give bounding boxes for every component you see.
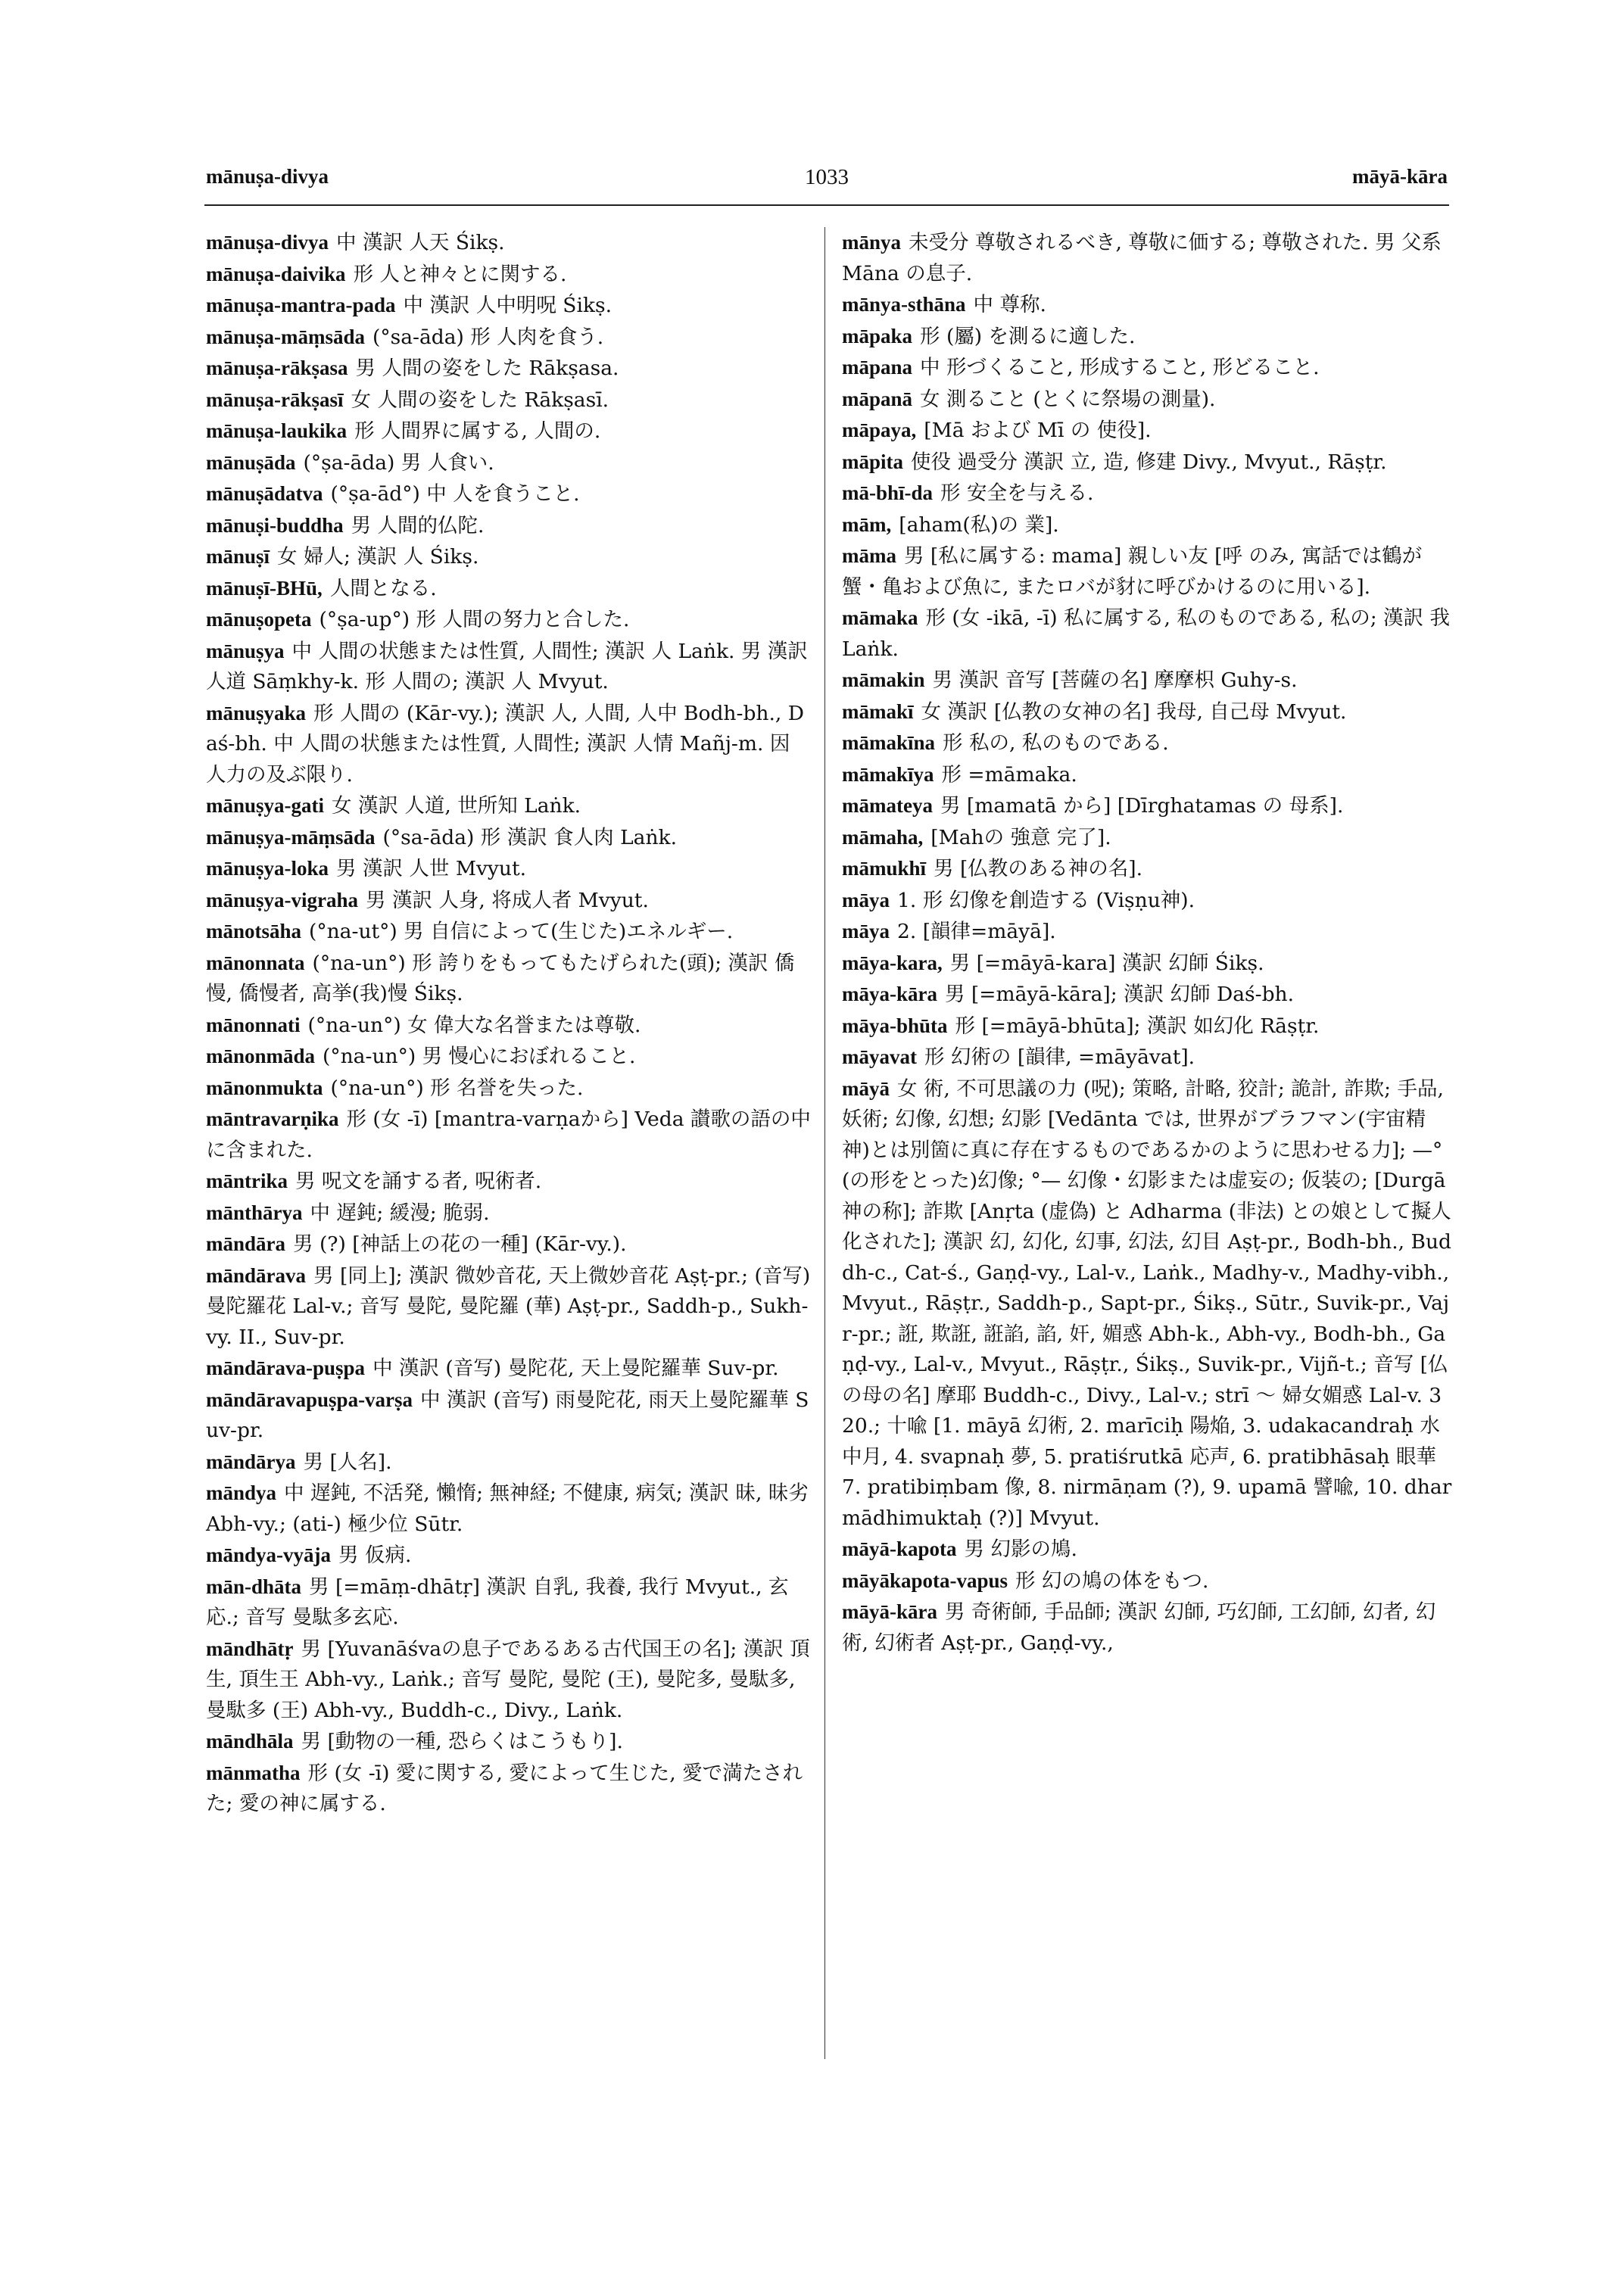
definition: 男 幻影の鳩. (964, 1537, 1077, 1561)
dictionary-entry (842, 790, 1452, 822)
definition: 形 (女 -ī) 愛に関する, 愛によって生じた, 愛で満たされた; 愛の神に属する. (206, 1761, 803, 1815)
headword: māpana (842, 356, 913, 379)
dictionary-entry (206, 604, 812, 636)
definition: 形 人間界に属する, 人間の. (354, 419, 601, 443)
dictionary-entry (842, 447, 1452, 478)
definition: 形 安全を与える. (940, 481, 1094, 505)
definition: (°ṣa-āda) 男 人食い. (303, 450, 494, 475)
headword: māndya (206, 1481, 277, 1504)
headword: māya-bhūta (842, 1014, 948, 1037)
definition: 男 [人名]. (303, 1450, 392, 1474)
dictionary-entry (206, 1634, 812, 1727)
definition: (°sa-āda) 形 漢訳 食人肉 Laṅk. (382, 825, 678, 849)
headword: mān-dhāta (206, 1575, 302, 1598)
dictionary-entry (206, 1572, 812, 1634)
headword: mānuṣī-BHū, (206, 576, 323, 600)
dictionary-entry (842, 603, 1452, 665)
definition: 使役 過受分 漢訳 立, 造, 修建 Divy., Mvyut., Rāṣṭr. (911, 450, 1387, 474)
definition: 男 漢訳 音写 [菩薩の名] 摩摩枳 Guhy-s. (932, 668, 1298, 692)
headword: māndārava (206, 1263, 307, 1287)
headword: mānuṣopeta (206, 608, 312, 631)
dictionary-entry (842, 415, 1452, 447)
definition: 中 尊称. (973, 293, 1046, 316)
definition: 中 漢訳 人天 Śikṣ. (336, 231, 505, 254)
headword: mānuṣya-māṃsāda (206, 825, 376, 849)
headword: māmaha, (842, 825, 924, 849)
headword: māyavat (842, 1045, 917, 1068)
headword: māmakīya (842, 762, 934, 786)
headword: māntrika (206, 1170, 288, 1192)
definition: 男 [mamatā から] [Dīrghatamas の 母系]. (940, 794, 1344, 818)
definition: 男 [私に属する: mama] 親しい友 [呼 のみ, 寓話では鶴が蟹・亀および魚に, またロバが豺に呼びかけるのに用いる]. (842, 544, 1423, 599)
dictionary-entry (206, 353, 812, 385)
dictionary-entry (842, 1011, 1452, 1042)
headword: mā-bhī-da (842, 481, 934, 504)
dictionary-entry (206, 1353, 812, 1385)
definition: 女 人間の姿をした Rākṣasī. (351, 388, 609, 412)
dictionary-entry (206, 885, 812, 917)
dictionary-entry (206, 1041, 812, 1073)
dictionary-entry (842, 1073, 1452, 1534)
page-number: 1033 (805, 165, 849, 189)
definition: 中 形づくること, 形成すること, 形どること. (920, 356, 1320, 379)
definition: 形 (女 -ikā, -ī) 私に属する, 私のものである, 私の; 漢訳 我 Laṅk. (842, 606, 1450, 661)
headword: māmakin (842, 668, 925, 691)
headword: māndārava-puṣpa (206, 1357, 366, 1379)
definition: [aham(私)の 業]. (899, 512, 1059, 537)
definition: 中 漢訳 (音写) 雨曼陀花, 雨天上曼陀羅華 Suv-pr. (206, 1388, 809, 1442)
dictionary-entry (206, 447, 812, 479)
definition: 男 漢訳 人世 Mvyut. (336, 857, 527, 880)
headword: mānuṣa-daivika (206, 262, 346, 285)
definition: (°sa-āda) 形 人肉を食う. (372, 325, 604, 349)
dictionary-entry (206, 1478, 812, 1540)
headword: māyā-kapota (842, 1537, 957, 1560)
headword: mānya-sthāna (842, 293, 966, 316)
dictionary-entry (206, 541, 812, 573)
dictionary-entry (206, 510, 812, 542)
headword: māndhāla (206, 1730, 294, 1752)
dictionary-entry (206, 1758, 812, 1820)
definition: 形 人間の (Kār-vy.); 漢訳 人, 人間, 人中 Bodh-bh., Daś-bh. 中 人間の状態または性質, 人間性; 漢訳 人情 Mañj-m. 因 人力の及ぶ限り. (206, 701, 804, 787)
headword: māyā (842, 1076, 890, 1100)
dictionary-entry (206, 916, 812, 948)
definition: (°na-un°) 形 誇りをもってもたげられた(頭); 漢訳 僑慢, 僑慢者, 高挙(我)慢 Śikṣ. (206, 951, 795, 1005)
definition: (°ṣa-ād°) 中 人を食うこと. (330, 482, 580, 506)
headword: māpaka (842, 324, 913, 347)
headword: māndya-vyāja (206, 1544, 332, 1566)
definition: 男 [=māyā-kara] 漢訳 幻師 Śikṣ. (949, 951, 1264, 975)
headword: māya (842, 888, 890, 911)
headword: māya-kāra (842, 983, 937, 1005)
dictionary-entry (206, 290, 812, 322)
headword: māmakī (842, 699, 914, 723)
headword: māmukhī (842, 857, 927, 880)
definition: 男 [動物の一種, 恐らくはこうもり]. (301, 1730, 623, 1753)
definition: 男 [Yuvanāśvaの息子であるある古代国王の名]; 漢訳 頂生, 頂生王 Abh-vy., Laṅk.; 音写 曼陀, 曼陀 (王), 曼陀多, 曼駄多, 曼駄多 (王) Abh-vy., Buddh-c., Divy., Laṅk. (206, 1637, 810, 1722)
headword: mānonnata (206, 951, 305, 974)
definition: 形 (屬) を測るに適した. (920, 324, 1136, 348)
headword: mānuṣādatva (206, 482, 323, 505)
dictionary-entry (842, 1534, 1452, 1566)
dictionary-entry (206, 822, 812, 854)
definition: 男 [同上]; 漢訳 微妙音花, 天上微妙音花 Aṣṭ-pr.; (音写) 曼陀羅花 Lal-v.; 音写 曼陀, 曼陀羅 (華) Aṣṭ-pr., Saddh-p., Sukh-vy. II., Suv-pr. (206, 1263, 811, 1349)
dictionary-entry (206, 853, 812, 885)
dictionary-entry (842, 759, 1452, 791)
definition: 男 呪文を誦する者, 呪術者. (295, 1170, 542, 1193)
dictionary-entry (842, 1042, 1452, 1073)
dictionary-entry (206, 1260, 812, 1354)
definition: 中 漢訳 人中明呪 Śikṣ. (403, 294, 613, 317)
left-column (206, 227, 812, 1820)
headword: mānuṣāda (206, 450, 296, 474)
definition: 形 幻術の [韻律, =māyāvat]. (924, 1045, 1195, 1069)
definition: 形 [=māyā-bhūta]; 漢訳 如幻化 Rāṣṭr. (955, 1014, 1320, 1038)
definition: 女 測ること (とくに祭場の測量). (920, 387, 1216, 411)
headword: māndāra (206, 1232, 286, 1255)
definition: 男 [=māyā-kāra]; 漢訳 幻師 Daś-bh. (944, 983, 1295, 1006)
headword: mānuṣi-buddha (206, 513, 344, 537)
headword: mām, (842, 512, 892, 536)
dictionary-entry (206, 1166, 812, 1198)
dictionary-entry (842, 321, 1452, 353)
headword: mānotsāha (206, 920, 302, 942)
definition: 2. [韻律=māyā]. (897, 920, 1056, 943)
headword: mānonmukta (206, 1076, 323, 1099)
definition: (°ṣa-up°) 形 人間の努力と合した. (319, 608, 630, 631)
headword: māndārya (206, 1450, 296, 1473)
definition: 形 幻の鳩の体をもつ. (1015, 1569, 1209, 1593)
dictionary-entry (206, 1385, 812, 1447)
headword: mānya (842, 231, 902, 254)
dictionary-entry (842, 948, 1452, 980)
definition: 中 遅鈍, 不活発, 懶惰; 無神経; 不健康, 病気; 漢訳 昧, 昧劣 Abh-vy.; (ati-) 極少位 Sūtr. (206, 1481, 809, 1536)
headword: māmaka (842, 606, 918, 629)
dictionary-entry (842, 352, 1452, 384)
dictionary-entry (206, 1229, 812, 1260)
definition: 未受分 尊敬されるべき, 尊敬に価する; 尊敬された. 男 父系 Māna の息子. (842, 231, 1442, 285)
dictionary-entry (842, 541, 1452, 603)
headword: mānonmāda (206, 1045, 316, 1067)
headword: māyā-kāra (842, 1600, 937, 1623)
definition: 1. 形 幻像を創造する (Viṣṇu神). (897, 888, 1195, 912)
headword: māmateya (842, 794, 933, 817)
headword: mānuṣa-laukika (206, 419, 348, 442)
definition: 男 仮病. (338, 1544, 412, 1567)
dictionary-entry (842, 853, 1452, 885)
running-head-right: māyā-kāra (1352, 165, 1448, 188)
dictionary-entry (206, 790, 812, 822)
header-rule (204, 204, 1449, 206)
headword: mānuṣya-gati (206, 794, 325, 817)
headword: mānuṣa-māṃsāda (206, 325, 366, 348)
dictionary-entry (842, 509, 1452, 541)
headword: māpaya, (842, 419, 917, 441)
definition: (°na-un°) 男 慢心におぼれること. (323, 1045, 636, 1068)
definition: 男 [=māṃ-dhātṛ] 漢訳 自乳, 我養, 我行 Mvyut., 玄応.; 音写 曼駄多玄応. (206, 1575, 789, 1629)
headword: mānthārya (206, 1201, 303, 1224)
definition: 男 [仏教のある神の名]. (934, 857, 1143, 880)
dictionary-entry (206, 478, 812, 510)
dictionary-entry (842, 665, 1452, 696)
headword: mānuṣa-divya (206, 231, 329, 254)
dictionary-entry (842, 822, 1452, 854)
definition: 男 人間の姿をした Rākṣasa. (355, 357, 619, 380)
dictionary-entry (206, 1010, 812, 1042)
definition: 人間となる. (329, 576, 437, 600)
running-head-left: mānuṣa-divya (206, 165, 329, 188)
definition: 男 人間的仏陀. (351, 513, 485, 537)
headword: mānuṣya-loka (206, 857, 329, 880)
definition: [Mā および Mī の 使役]. (924, 419, 1152, 442)
headword: mānmatha (206, 1761, 301, 1784)
dictionary-entry (206, 1726, 812, 1758)
dictionary-entry (842, 1566, 1452, 1597)
definition: 形 私の, 私のものである. (943, 731, 1169, 755)
headword: mānuṣa-rākṣasī (206, 388, 344, 411)
right-column (842, 227, 1452, 1659)
page-header (206, 165, 1448, 203)
headword: māntravarṇika (206, 1108, 339, 1130)
dictionary-entry (842, 979, 1452, 1011)
definition: 形 人と神々とに関する. (353, 262, 567, 286)
dictionary-entry (842, 384, 1452, 416)
dictionary-entry (206, 1198, 812, 1229)
dictionary-entry (206, 1073, 812, 1104)
dictionary-entry (206, 1540, 812, 1572)
definition: 中 人間の状態または性質, 人間性; 漢訳 人 Laṅk. 男 漢訳 人道 Sāṃkhy-k. 形 人間の; 漢訳 人 Mvyut. (206, 639, 808, 693)
headword: mānuṣa-rākṣasa (206, 357, 348, 379)
headword: māya (842, 920, 890, 942)
headword: māma (842, 544, 896, 567)
dictionary-entry (842, 916, 1452, 948)
headword: mānonnati (206, 1013, 301, 1036)
headword: māpita (842, 450, 903, 473)
definition: 男 漢訳 人身, 将成人者 Mvyut. (366, 888, 649, 912)
dictionary-entry (206, 385, 812, 416)
dictionary-entry (206, 322, 812, 354)
definition: 男 (?) [神話上の花の一種] (Kār-vy.). (293, 1232, 627, 1256)
dictionary-entry (206, 1104, 812, 1166)
dictionary-entry (206, 259, 812, 291)
headword: māndhātṛ (206, 1637, 294, 1660)
dictionary-entry (842, 885, 1452, 917)
headword: mānuṣyaka (206, 701, 307, 724)
definition: 女 婦人; 漢訳 人 Śikṣ. (277, 545, 479, 569)
dictionary-entry (842, 289, 1452, 321)
definition: 形 (女 -ī) [mantra-varṇaから] Veda 讃歌の語の中に含まれた. (206, 1108, 811, 1162)
dictionary-entry (206, 698, 812, 791)
dictionary-entry (206, 636, 812, 698)
headword: māya-kara, (842, 951, 943, 974)
dictionary-entry (206, 1447, 812, 1478)
headword: mānuṣya (206, 639, 285, 662)
dictionary-entry (842, 478, 1452, 509)
headword: māmakīna (842, 731, 936, 754)
dictionary-entry (206, 573, 812, 605)
headword: mānuṣya-vigraha (206, 888, 359, 911)
definition: (°na-ut°) 男 自信によって(生じた)エネルギー. (309, 920, 734, 943)
dictionary-entry (206, 948, 812, 1010)
dictionary-entry (842, 727, 1452, 759)
definition: 中 遅鈍; 緩漫; 脆弱. (310, 1201, 490, 1225)
dictionary-entry (206, 227, 812, 259)
definition: 女 漢訳 人道, 世所知 Laṅk. (332, 794, 581, 818)
headword: māyākapota-vapus (842, 1569, 1008, 1592)
definition: 中 漢訳 (音写) 曼陀花, 天上曼陀羅華 Suv-pr. (372, 1357, 779, 1380)
headword: māndāravapuṣpa-varṣa (206, 1388, 413, 1411)
definition: (°na-un°) 形 名誉を失った. (330, 1076, 584, 1100)
definition: [Mahの 強意 完了]. (930, 825, 1111, 849)
column-divider (824, 227, 825, 2059)
dictionary-entry (206, 416, 812, 447)
dictionary-entry (842, 696, 1452, 728)
definition: (°na-un°) 女 偉大な名誉または尊敬. (307, 1013, 641, 1037)
definition: 男 奇術師, 手品師; 漢訳 幻師, 巧幻師, 工幻師, 幻者, 幻術, 幻術者 Aṣṭ-pr., Gaṇḍ-vy., (842, 1600, 1436, 1655)
definition: 形 =māmaka. (941, 762, 1077, 787)
definition: 女 術, 不可思議の力 (呪); 策略, 計略, 狡計; 詭計, 詐欺; 手品, 妖術; 幻像, 幻想; 幻影 [Vedānta では, 世界がブラフマン(宇宙精神)とは別箇に真に存在するものであるかのように思わせる力]; —° (の形をとった)幻像; °— 幻像・幻影または虚妄の; 仮装の; [Durgā 神の称]; 詐欺 [Anṛta (虚偽) と Adharma (非法) との娘として擬人化された]; 漢訳 幻, 幻化, 幻事, 幻法, 幻目 Aṣṭ-pr., Bodh-bh., Buddh-c., Cat-ś., Gaṇḍ-vy., Lal-v., Laṅk., Madhy-v., Madhy-vibh., Mvyut., Rāṣṭr., Saddh-p., Sapt-pr., Śikṣ., Sūtr., Suvik-pr., Vajr-pr.; 誑, 欺誑, 誑諂, 諂, 奸, 媚惑 Abh-k., Abh-vy., Bodh-bh., Gaṇḍ-vy., Lal-v., Mvyut., Rāṣṭr., Śikṣ., Suvik-pr., Vijñ-t.; 音写 [仏の母の名] 摩耶 Buddh-c., Divy., Lal-v.; strī ～ 婦女媚惑 Lal-v. 320.; 十喩 [1. māyā 幻術, 2. marīciḥ 陽焔, 3. udakacandraḥ 水中月, 4. svapnaḥ 夢, 5. pratiśrutkā 応声, 6. pratibhāsaḥ 眼華 7. pratibiṃbam 像, 8. nirmāṇam (?), 9. upamā 譬喩, 10. dharmādhimuktaḥ (?)] Mvyut. (842, 1076, 1452, 1530)
headword: māpanā (842, 387, 913, 410)
headword: mānuṣī (206, 545, 270, 568)
dictionary-entry (842, 227, 1452, 289)
dictionary-entry (842, 1597, 1452, 1659)
definition: 女 漢訳 [仏教の女神の名] 我母, 自己母 Mvyut. (921, 699, 1347, 724)
headword: mānuṣa-mantra-pada (206, 294, 396, 316)
